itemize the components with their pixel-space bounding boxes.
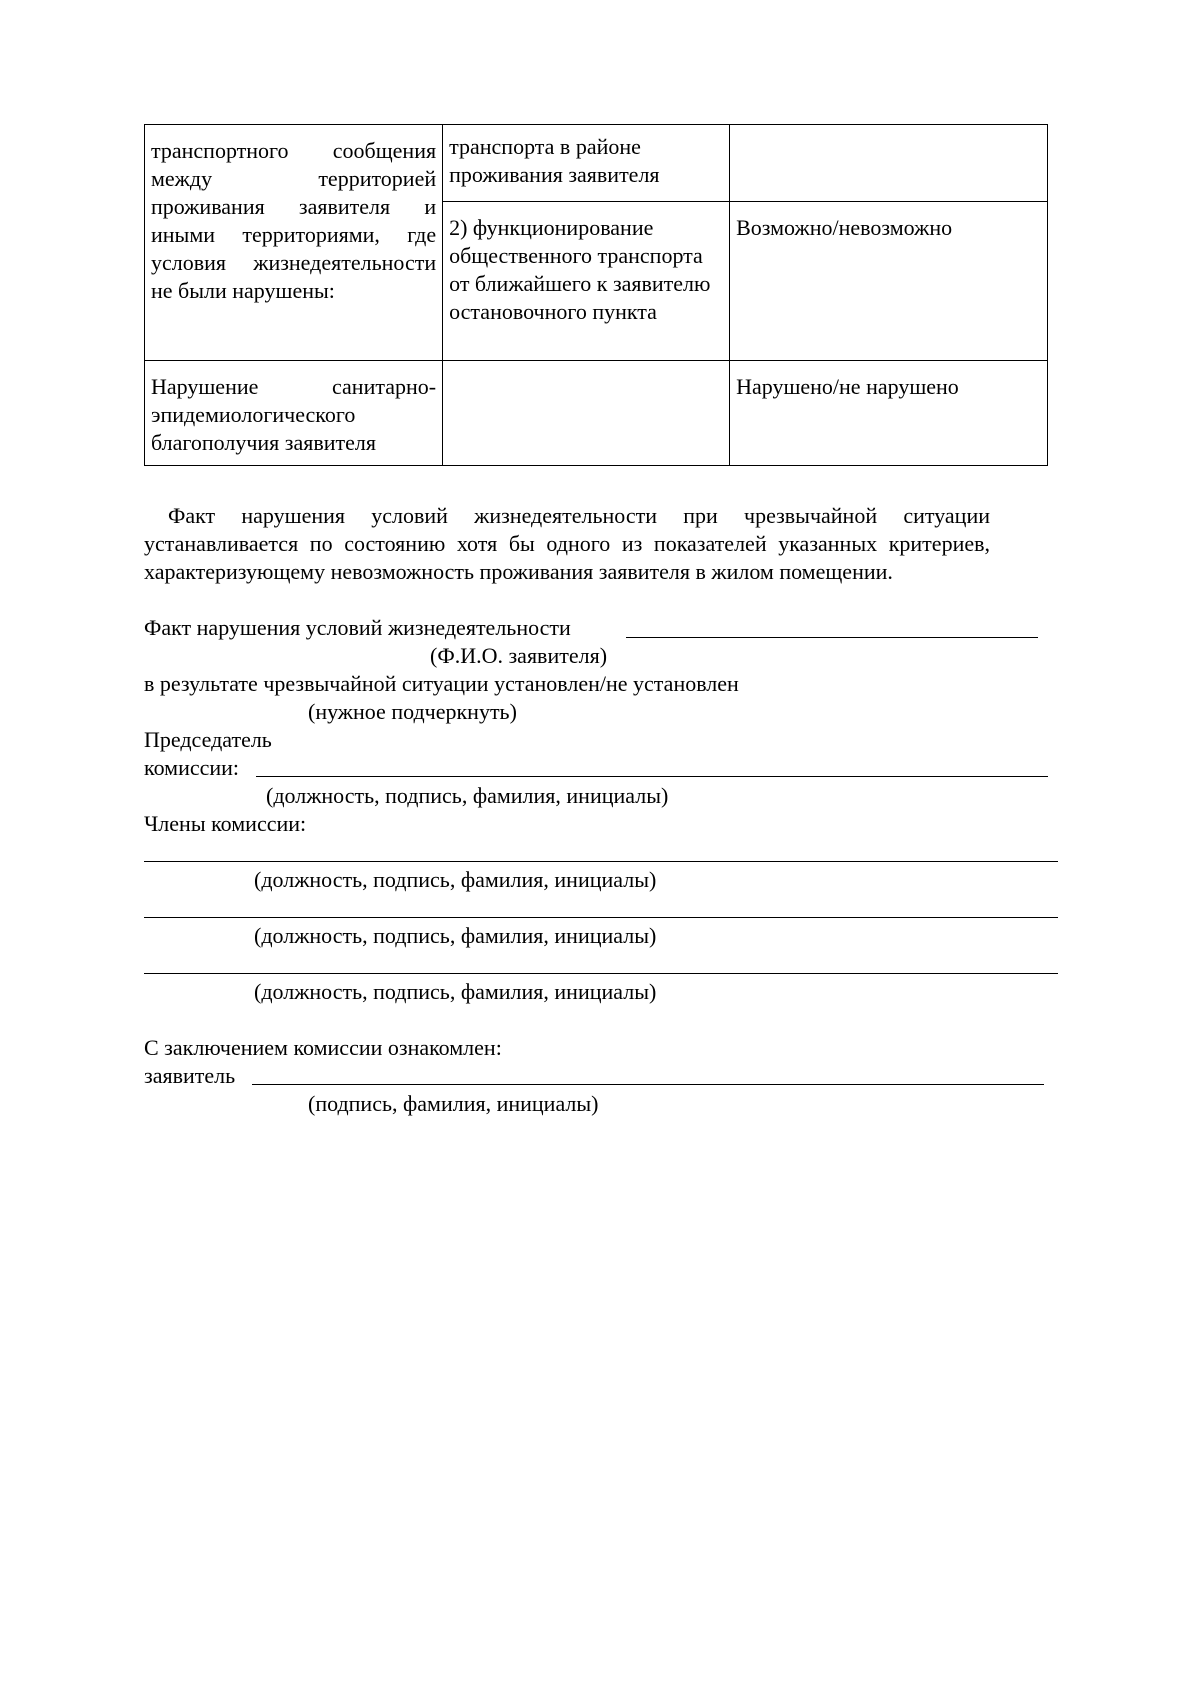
- fact-label: Факт нарушения условий жизнедеятельности: [144, 615, 571, 640]
- criterion-transport-text: транспортного сообщения между территорией проживания заявителя и иными территориями, где условия жизнедеятельности не были нарушены:: [151, 138, 437, 303]
- result-text: в результате чрезвычайной ситуации установлен/не установлен: [144, 671, 739, 696]
- value-text: Нарушено/не нарушено: [736, 374, 959, 399]
- value-cell: [730, 125, 1048, 202]
- result-hint: (нужное подчеркнуть): [308, 699, 517, 724]
- criterion-sanitary-text: Нарушение санитарно-эпидемиологического благополучия заявителя: [151, 374, 437, 455]
- indicator-text: 2) функционирование общественного транспорта от ближайшего к заявителю остановочного пункта: [449, 215, 711, 324]
- applicant-label: заявитель: [144, 1063, 236, 1088]
- applicant-hint: (подпись, фамилия, инициалы): [308, 1091, 599, 1116]
- table-row: [145, 125, 1048, 202]
- member-signature-line: [144, 973, 1058, 974]
- value-cell: [730, 361, 1048, 466]
- fact-paragraph: Факт нарушения условий жизнедеятельности при чрезвычайной ситуации устанавливается по состоянию хотя бы одного из показателей указанных критериев, характеризующему невозможность проживания заявителя в жилом помещении.: [144, 503, 990, 584]
- value-cell: [730, 202, 1048, 361]
- member-hint: (должность, подпись, фамилия, инициалы): [254, 867, 657, 892]
- acquainted-label: С заключением комиссии ознакомлен:: [144, 1035, 502, 1060]
- chairman-label: Председатель: [144, 727, 272, 752]
- indicator-cell: [443, 125, 730, 202]
- fact-hint: (Ф.И.О. заявителя): [430, 643, 608, 668]
- member-signature-line: [144, 917, 1058, 918]
- criterion-sanitary-cell: [145, 361, 443, 466]
- indicator-text: транспорта в районе проживания заявителя: [449, 134, 660, 187]
- value-text: Возможно/невозможно: [736, 215, 953, 240]
- applicant-signature-line: [252, 1084, 1044, 1085]
- indicator-cell: [443, 202, 730, 361]
- chairman-signature-line: [256, 776, 1048, 777]
- criterion-transport-cell: [145, 125, 443, 361]
- criteria-table: [144, 124, 1048, 466]
- member-signature-line: [144, 861, 1058, 862]
- applicant-name-line: [626, 637, 1038, 638]
- indicator-cell: [443, 361, 730, 466]
- chairman-label-2: комиссии:: [144, 755, 240, 780]
- member-hint: (должность, подпись, фамилия, инициалы): [254, 923, 657, 948]
- member-hint: (должность, подпись, фамилия, инициалы): [254, 979, 657, 1004]
- table-row: [145, 361, 1048, 466]
- members-label: Члены комиссии:: [144, 811, 307, 836]
- chairman-hint: (должность, подпись, фамилия, инициалы): [266, 783, 669, 808]
